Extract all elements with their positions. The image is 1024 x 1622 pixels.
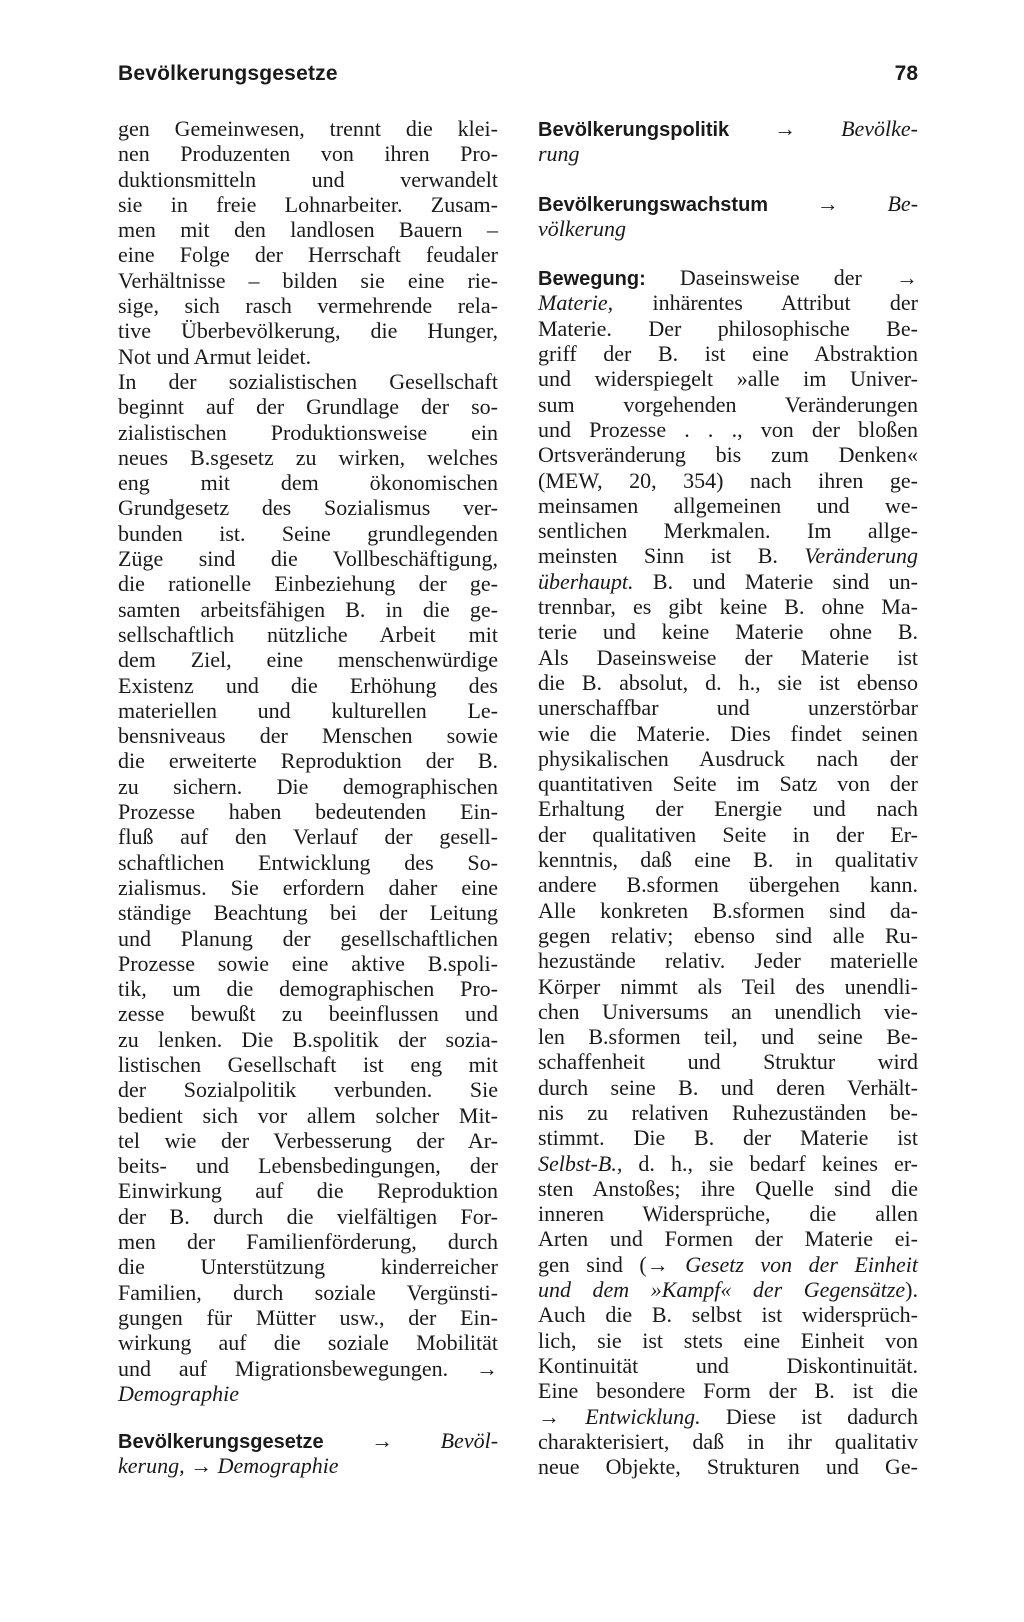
italic-text: überhaupt. [538, 568, 634, 594]
text-line [538, 847, 918, 872]
text-segment: der Sozialpolitik verbunden. Sie [118, 1077, 498, 1103]
text-line [538, 543, 918, 568]
text-segment: physikalischen Ausdruck nach der [538, 745, 918, 771]
text-segment: Alle konkreten B.sformen sind da- [538, 897, 918, 923]
text-line [118, 1305, 498, 1330]
text-segment: durch seine B. und deren Verhält- [538, 1074, 918, 1100]
text-line [538, 898, 918, 923]
text-segment: schaftlichen Entwicklung des So- [118, 849, 498, 875]
text-line [118, 1280, 498, 1305]
text-segment: sie in freie Lohnarbeiter. Zusam- [118, 191, 498, 217]
text-line [118, 900, 498, 925]
text-segment: Prozesse haben bedeutenden Ein- [118, 799, 498, 825]
text-line [538, 1049, 918, 1074]
text-line [538, 1100, 918, 1125]
entry-bevoelkerungsgesetze-line1 [118, 1428, 498, 1453]
page-header [118, 62, 918, 92]
text-line [118, 875, 498, 900]
text-segment: lich, sie ist stets eine Einheit von [538, 1327, 918, 1353]
italic-text: Gesetz von der Einheit [685, 1251, 918, 1277]
text-segment: bensniveaus der Menschen sowie [118, 723, 498, 749]
text-line [118, 344, 498, 369]
text-segment: Arten und Formen der Materie ei- [538, 1226, 918, 1252]
text-segment: stimmt. Die B. der Materie ist [538, 1125, 918, 1151]
text-segment: inneren Widersprüche, die allen [538, 1201, 918, 1227]
text-line [118, 1178, 498, 1203]
text-line [538, 1404, 918, 1429]
text-line [538, 442, 918, 467]
text-line [118, 268, 498, 293]
text-segment: hezustände relativ. Jeder materielle [538, 948, 918, 974]
text-line [118, 1027, 498, 1052]
text-segment: terie und keine Materie ohne B. [538, 619, 918, 645]
text-segment: bedient sich vor allem solcher Mit- [118, 1102, 498, 1128]
text-line [538, 645, 918, 670]
text-segment: unerschaffbar und unzerstörbar [538, 695, 918, 721]
text-segment: die erweiterte Reproduktion der B. [118, 748, 498, 774]
text-segment: dem Ziel, eine menschenwürdige [118, 647, 498, 673]
text-line [538, 594, 918, 619]
text-segment: Erhaltung der Energie und nach [538, 796, 918, 822]
text-line [118, 495, 498, 520]
arrow: → [774, 116, 797, 141]
text-line [538, 569, 918, 594]
text-line [538, 1454, 918, 1479]
cross-reference: Bevölke- [841, 116, 918, 141]
text-line [118, 698, 498, 723]
text-segment: wirkung auf die soziale Mobilität [118, 1330, 498, 1356]
text-line [538, 392, 918, 417]
text-segment: ). [905, 1277, 918, 1303]
text-segment: sige, sich rasch vermehrende rela- [118, 293, 498, 319]
cross-reference-cont: rung [538, 141, 580, 167]
text-line [118, 926, 498, 951]
text-line [538, 999, 918, 1024]
text-segment: eng mit dem ökonomischen [118, 470, 498, 496]
text-segment: nen Produzenten von ihren Pro- [118, 141, 498, 167]
right-column [538, 116, 918, 1479]
text-segment: und widerspiegelt »alle im Univer- [538, 366, 918, 392]
text-segment: Züge sind die Vollbeschäftigung, [118, 546, 498, 572]
text-segment: Als Daseinsweise der Materie ist [538, 644, 918, 670]
text-line [118, 951, 498, 976]
italic-text: Veränderung [804, 543, 918, 569]
text-segment: bunden ist. Seine grundlegenden [118, 520, 498, 546]
text-line [118, 1254, 498, 1279]
text-line [118, 445, 498, 470]
text-line [118, 217, 498, 242]
text-line [538, 366, 918, 391]
headword: Bevölkerungspolitik [538, 119, 730, 141]
italic-text: und dem »Kampf« der Gegensätze [538, 1277, 906, 1303]
text-line [118, 470, 498, 495]
text-line [118, 597, 498, 622]
text-line [118, 192, 498, 217]
text-segment: (MEW, 20, 354) nach ihren ge- [538, 467, 918, 493]
text-line [538, 417, 918, 442]
text-line [538, 1302, 918, 1327]
text-line [118, 242, 498, 267]
text-line [118, 622, 498, 647]
text-segment: zialistischen Produktionsweise ein [118, 419, 498, 445]
text-segment: Existenz und die Erhöhung des [118, 672, 498, 698]
text-segment: beits- und Lebensbedingungen, der [118, 1153, 498, 1179]
text-line [538, 746, 918, 771]
text-line [538, 1252, 918, 1277]
text-line [538, 341, 918, 366]
text-segment: kenntnis, daß eine B. in qualitativ [538, 847, 918, 873]
text-line [118, 293, 498, 318]
text-segment: und Prozesse . . ., von der bloßen [538, 416, 918, 442]
text-segment: die rationelle Einbeziehung der ge- [118, 571, 498, 597]
text-segment: listischen Gesellschaft ist eng mit [118, 1051, 498, 1077]
text-segment: Materie. Der philosophische Be- [538, 315, 918, 341]
italic-text: Bevöl- [440, 1428, 499, 1454]
italic-text: Demographie [217, 1453, 339, 1479]
text-segment: sten Anstoßes; ihre Quelle sind die [538, 1175, 918, 1201]
text-line [118, 420, 498, 445]
text-segment: In der sozialistischen Gesellschaft [118, 368, 498, 394]
text-line [118, 647, 498, 672]
text-segment: wie die Materie. Dies findet seinen [538, 720, 918, 746]
italic-text: Materie, [538, 290, 614, 316]
text-segment: fluß auf den Verlauf der gesell- [118, 824, 498, 850]
text-segment: Prozesse sowie eine aktive B.spoli- [118, 950, 498, 976]
text-segment: Diese ist dadurch [700, 1403, 919, 1429]
text-segment: zialismus. Sie erfordern daher eine [118, 874, 498, 900]
text-line [118, 141, 498, 166]
text-line [118, 521, 498, 546]
text-line [538, 1176, 918, 1201]
text-segment: sellschaftlich nützliche Arbeit mit [118, 621, 498, 647]
text-segment: len B.sformen teil, und seine Be- [538, 1024, 918, 1050]
text-line [118, 1381, 498, 1406]
running-head: Bevölkerungsgesetze [118, 62, 338, 85]
text-line [118, 1077, 498, 1102]
text-line [118, 850, 498, 875]
entry-bevoelkerungspolitik-line1 [538, 116, 918, 141]
text-segment: d. h., sie bedarf keines er- [622, 1150, 918, 1176]
text-segment: gungen für Mütter usw., der Ein- [118, 1304, 498, 1330]
text-line [538, 1226, 918, 1251]
text-segment: tel wie der Verbesserung der Ar- [118, 1127, 498, 1153]
text-segment: sentlichen Merkmalen. Im allge- [538, 518, 918, 544]
text-segment: der B. durch die vielfältigen For- [118, 1203, 498, 1229]
text-segment: sum vorgehenden Veränderungen [538, 391, 918, 417]
italic-text: Demographie [118, 1380, 239, 1406]
text-segment: tive Überbevölkerung, die Hunger, [118, 318, 498, 344]
text-segment: zesse bewußt zu beeinflussen und [118, 1001, 498, 1027]
text-line [538, 923, 918, 948]
text-segment: meinsamen allgemeinen und we- [538, 492, 918, 518]
text-segment: andere B.sformen übergehen kann. [538, 872, 918, 898]
text-line [538, 1378, 918, 1403]
text-segment: duktionsmitteln und verwandelt [118, 166, 498, 192]
text-line [118, 1229, 498, 1254]
headword: Bevölkerungswachstum [538, 193, 769, 216]
text-line [538, 493, 918, 518]
text-segment: men mit den landlosen Bauern – [118, 217, 498, 243]
text-line [118, 1204, 498, 1229]
text-segment: der qualitativen Seite in der Er- [538, 821, 918, 847]
text-line [538, 1075, 918, 1100]
text-segment: die Unterstützung kinderreicher [118, 1254, 498, 1280]
text-segment: inhärentes Attribut der [613, 290, 918, 316]
text-segment: Not und Armut leidet. [118, 343, 312, 369]
headword: Bevölkerungsgesetze [118, 1431, 324, 1454]
text-segment: Grundgesetz des Sozialismus ver- [118, 495, 498, 521]
text-segment: schaffenheit und Struktur wird [538, 1049, 918, 1075]
text-segment: und Planung der gesellschaftlichen [118, 925, 498, 951]
text-line [118, 976, 498, 1001]
text-line [538, 796, 918, 821]
text-line [118, 167, 498, 192]
text-line [118, 1128, 498, 1153]
cross-reference-cont: völkerung [538, 215, 626, 241]
text-line [538, 872, 918, 897]
text-segment: gegen relativ; ebenso sind alle Ru- [538, 922, 918, 948]
text-line [538, 670, 918, 695]
text-segment: quantitativen Seite im Satz von der [538, 771, 918, 797]
text-segment: → [190, 1453, 213, 1479]
entry-bevoelkerungswachstum-line1 [538, 191, 918, 216]
text-line [538, 1429, 918, 1454]
text-segment: meinsten Sinn ist B. [538, 543, 805, 569]
text-line [538, 948, 918, 973]
text-segment: griff der B. ist eine Abstraktion [538, 341, 918, 367]
text-segment: eine Folge der Herrschaft feudaler [118, 242, 498, 268]
text-segment: neues B.sgesetz zu wirken, welches [118, 444, 498, 470]
arrow: → [816, 190, 839, 216]
text-line [118, 116, 498, 141]
text-segment: nis zu relativen Ruhezuständen be- [538, 1099, 918, 1125]
text-segment: neue Objekte, Strukturen und Ge- [538, 1454, 918, 1480]
text-line [118, 369, 498, 394]
text-segment: → [371, 1428, 394, 1454]
text-line [538, 290, 918, 315]
italic-text: Entwicklung. [585, 1403, 701, 1429]
body-text: Daseinsweise der → [679, 265, 918, 291]
text-segment: Körper nimmt als Teil des unendli- [538, 973, 918, 999]
text-segment: zu sichern. Die demographischen [118, 773, 498, 799]
text-line [538, 619, 918, 644]
text-line [538, 1353, 918, 1378]
text-segment: tik, um die demographischen Pro- [118, 976, 498, 1002]
left-column [118, 116, 498, 1479]
text-line [118, 723, 498, 748]
text-segment: Ortsveränderung bis zum Denken« [538, 442, 918, 468]
text-segment: Familien, durch soziale Vergünsti- [118, 1279, 498, 1305]
text-line [118, 1153, 498, 1178]
text-line [538, 822, 918, 847]
text-line [118, 1052, 498, 1077]
text-line [538, 468, 918, 493]
entry-bevoelkerungsgesetze-line2 [118, 1453, 498, 1478]
text-segment: Verhältnisse – bilden sie eine rie- [118, 267, 498, 293]
text-line [118, 774, 498, 799]
text-segment: materiellen und kulturellen Le- [118, 697, 498, 723]
text-segment: und auf Migrationsbewegungen. → [118, 1355, 498, 1381]
text-line [118, 1103, 498, 1128]
entry-bevoelkerungswachstum-line2 [538, 216, 918, 241]
text-segment: trennbar, es gibt keine B. ohne Ma- [538, 594, 918, 620]
text-line [538, 974, 918, 999]
text-segment: B. und Materie sind un- [633, 568, 918, 594]
text-segment: beginnt auf der Grundlage der so- [118, 394, 498, 420]
text-line [118, 546, 498, 571]
text-line [538, 721, 918, 746]
text-line [538, 1151, 918, 1176]
entry-bewegung-line1 [538, 265, 918, 290]
text-line [118, 571, 498, 596]
text-segment: men der Familienförderung, durch [118, 1229, 498, 1255]
text-line [538, 1125, 918, 1150]
italic-text: Selbst-B., [538, 1150, 623, 1176]
text-segment: Kontinuität und Diskontinuität. [538, 1352, 918, 1378]
text-line [118, 748, 498, 773]
text-segment: die B. absolut, d. h., sie ist ebenso [538, 669, 918, 695]
text-line [118, 1001, 498, 1026]
text-segment: gen sind (→ [538, 1251, 686, 1277]
text-segment: gen Gemeinwesen, trennt die klei- [118, 116, 498, 141]
headword: Bewegung: [538, 268, 646, 291]
text-line [118, 824, 498, 849]
entry-bevoelkerungspolitik-line2 [538, 141, 918, 166]
text-segment: → [538, 1403, 586, 1429]
entry-bewegung-body [538, 290, 918, 1479]
text-line [538, 1024, 918, 1049]
text-segment: chen Universums an unendlich vie- [538, 998, 918, 1024]
text-line [538, 518, 918, 543]
text-segment: charakterisiert, daß in ihr qualitativ [538, 1428, 918, 1454]
text-segment: Eine besondere Form der B. ist die [538, 1378, 918, 1404]
cross-reference: Be- [887, 190, 919, 216]
text-line [118, 318, 498, 343]
text-line [118, 799, 498, 824]
text-line [118, 1330, 498, 1355]
text-segment: Auch die B. selbst ist widersprüch- [538, 1302, 918, 1328]
text-line [538, 1277, 918, 1302]
text-line [118, 394, 498, 419]
text-segment: samten arbeitsfähigen B. in die ge- [118, 596, 498, 622]
text-line [538, 1328, 918, 1353]
text-line [118, 1356, 498, 1381]
text-line [538, 316, 918, 341]
italic-text: kerung, [118, 1453, 185, 1479]
text-segment: Einwirkung auf die Reproduktion [118, 1178, 498, 1204]
text-line [538, 1201, 918, 1226]
page-number: 78 [894, 62, 918, 85]
text-line [538, 771, 918, 796]
text-segment: zu lenken. Die B.spolitik der sozia- [118, 1026, 498, 1052]
text-line [538, 695, 918, 720]
text-segment: ständige Beachtung bei der Leitung [118, 900, 498, 926]
text-line [118, 673, 498, 698]
